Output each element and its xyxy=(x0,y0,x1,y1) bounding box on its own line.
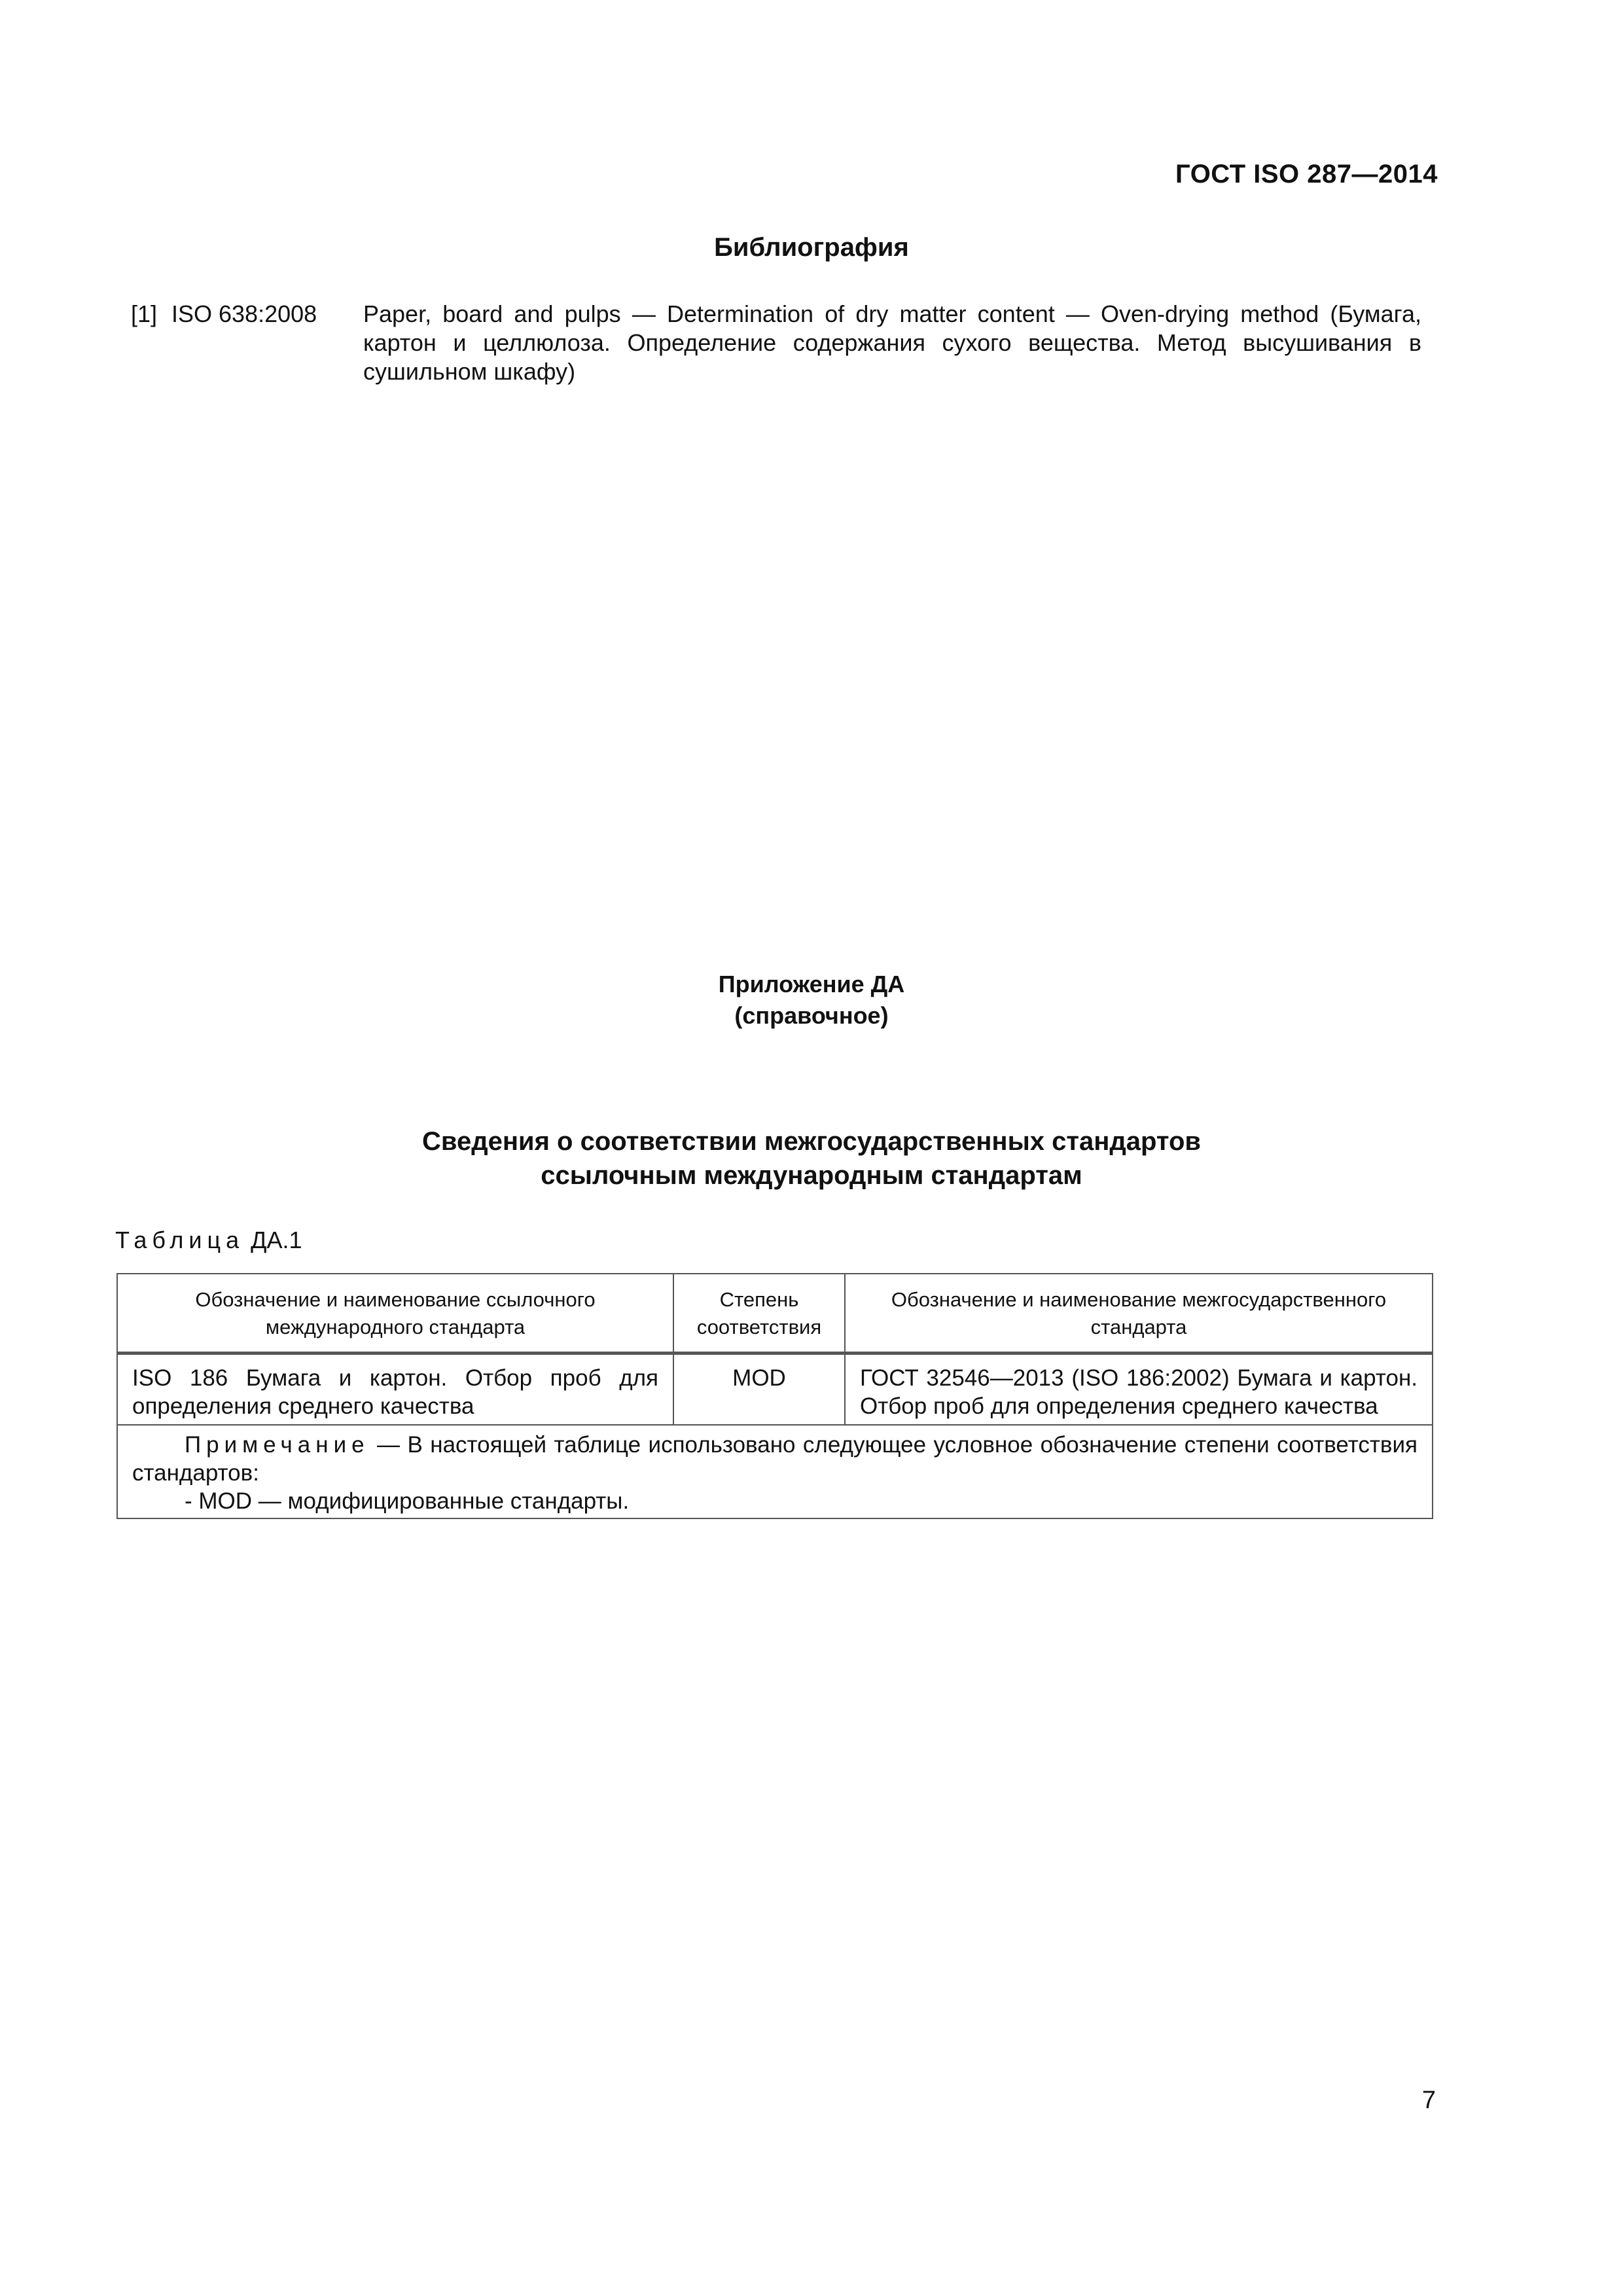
bibliography-entry-text: Paper, board and pulps — Determination of dry matter content — Oven-drying method (Бумага, картон и целлюлоза. Определение содержания сухого вещества. Метод высушивания в сушильном шкафу) xyxy=(363,300,1421,385)
table-note-text xyxy=(132,1431,1418,1487)
table-note-item: - MOD — модифицированные стандарты. xyxy=(185,1488,630,1514)
correspondence-title-line-1: Сведения о соответствии межгосударственных стандартов xyxy=(422,1127,1201,1156)
table-header-interstate-standard: Обозначение и наименование межгосударственного стандарта xyxy=(845,1274,1433,1354)
table-caption: Таблица ДА.1 xyxy=(115,1227,302,1253)
annex-subtitle: (справочное) xyxy=(734,1002,889,1029)
document-code-header: ГОСТ ISO 287—2014 xyxy=(1175,160,1438,188)
table-row xyxy=(117,1354,1433,1426)
table-note xyxy=(117,1425,1433,1518)
bibliography-entry-reference: ISO 638:2008 xyxy=(171,300,317,327)
table-header-correspondence-degree: Степень соответствия xyxy=(673,1274,845,1354)
table-cell-correspondence-degree: MOD xyxy=(673,1354,845,1426)
table-header-international-standard: Обозначение и наименование ссылочного международного стандарта xyxy=(117,1274,673,1354)
annex-title: Приложение ДА xyxy=(718,971,905,997)
page-number: 7 xyxy=(1421,2087,1436,2114)
table-cell-international-standard: ISO 186 Бумага и картон. Отбор проб для определения среднего качества xyxy=(117,1354,673,1426)
bibliography-entry-number: [1] xyxy=(131,300,158,327)
correspondence-title-line-2: ссылочным международным стандартам xyxy=(541,1161,1082,1190)
table-header-row xyxy=(117,1274,1433,1354)
table-note-label: Примечание xyxy=(185,1432,370,1458)
table-note-body: — В настоящей таблице использовано следующее условное обозначение степени соответствия стандартов: xyxy=(132,1432,1418,1486)
correspondence-table xyxy=(116,1273,1433,1519)
table-note-row xyxy=(117,1425,1433,1518)
correspondence-section-title xyxy=(0,1124,1623,1193)
table-cell-interstate-standard: ГОСТ 32546—2013 (ISO 186:2002) Бумага и картон. Отбор проб для определения среднего качества xyxy=(845,1354,1433,1426)
bibliography-title: Библиография xyxy=(714,233,909,262)
annex-heading xyxy=(0,969,1623,1031)
